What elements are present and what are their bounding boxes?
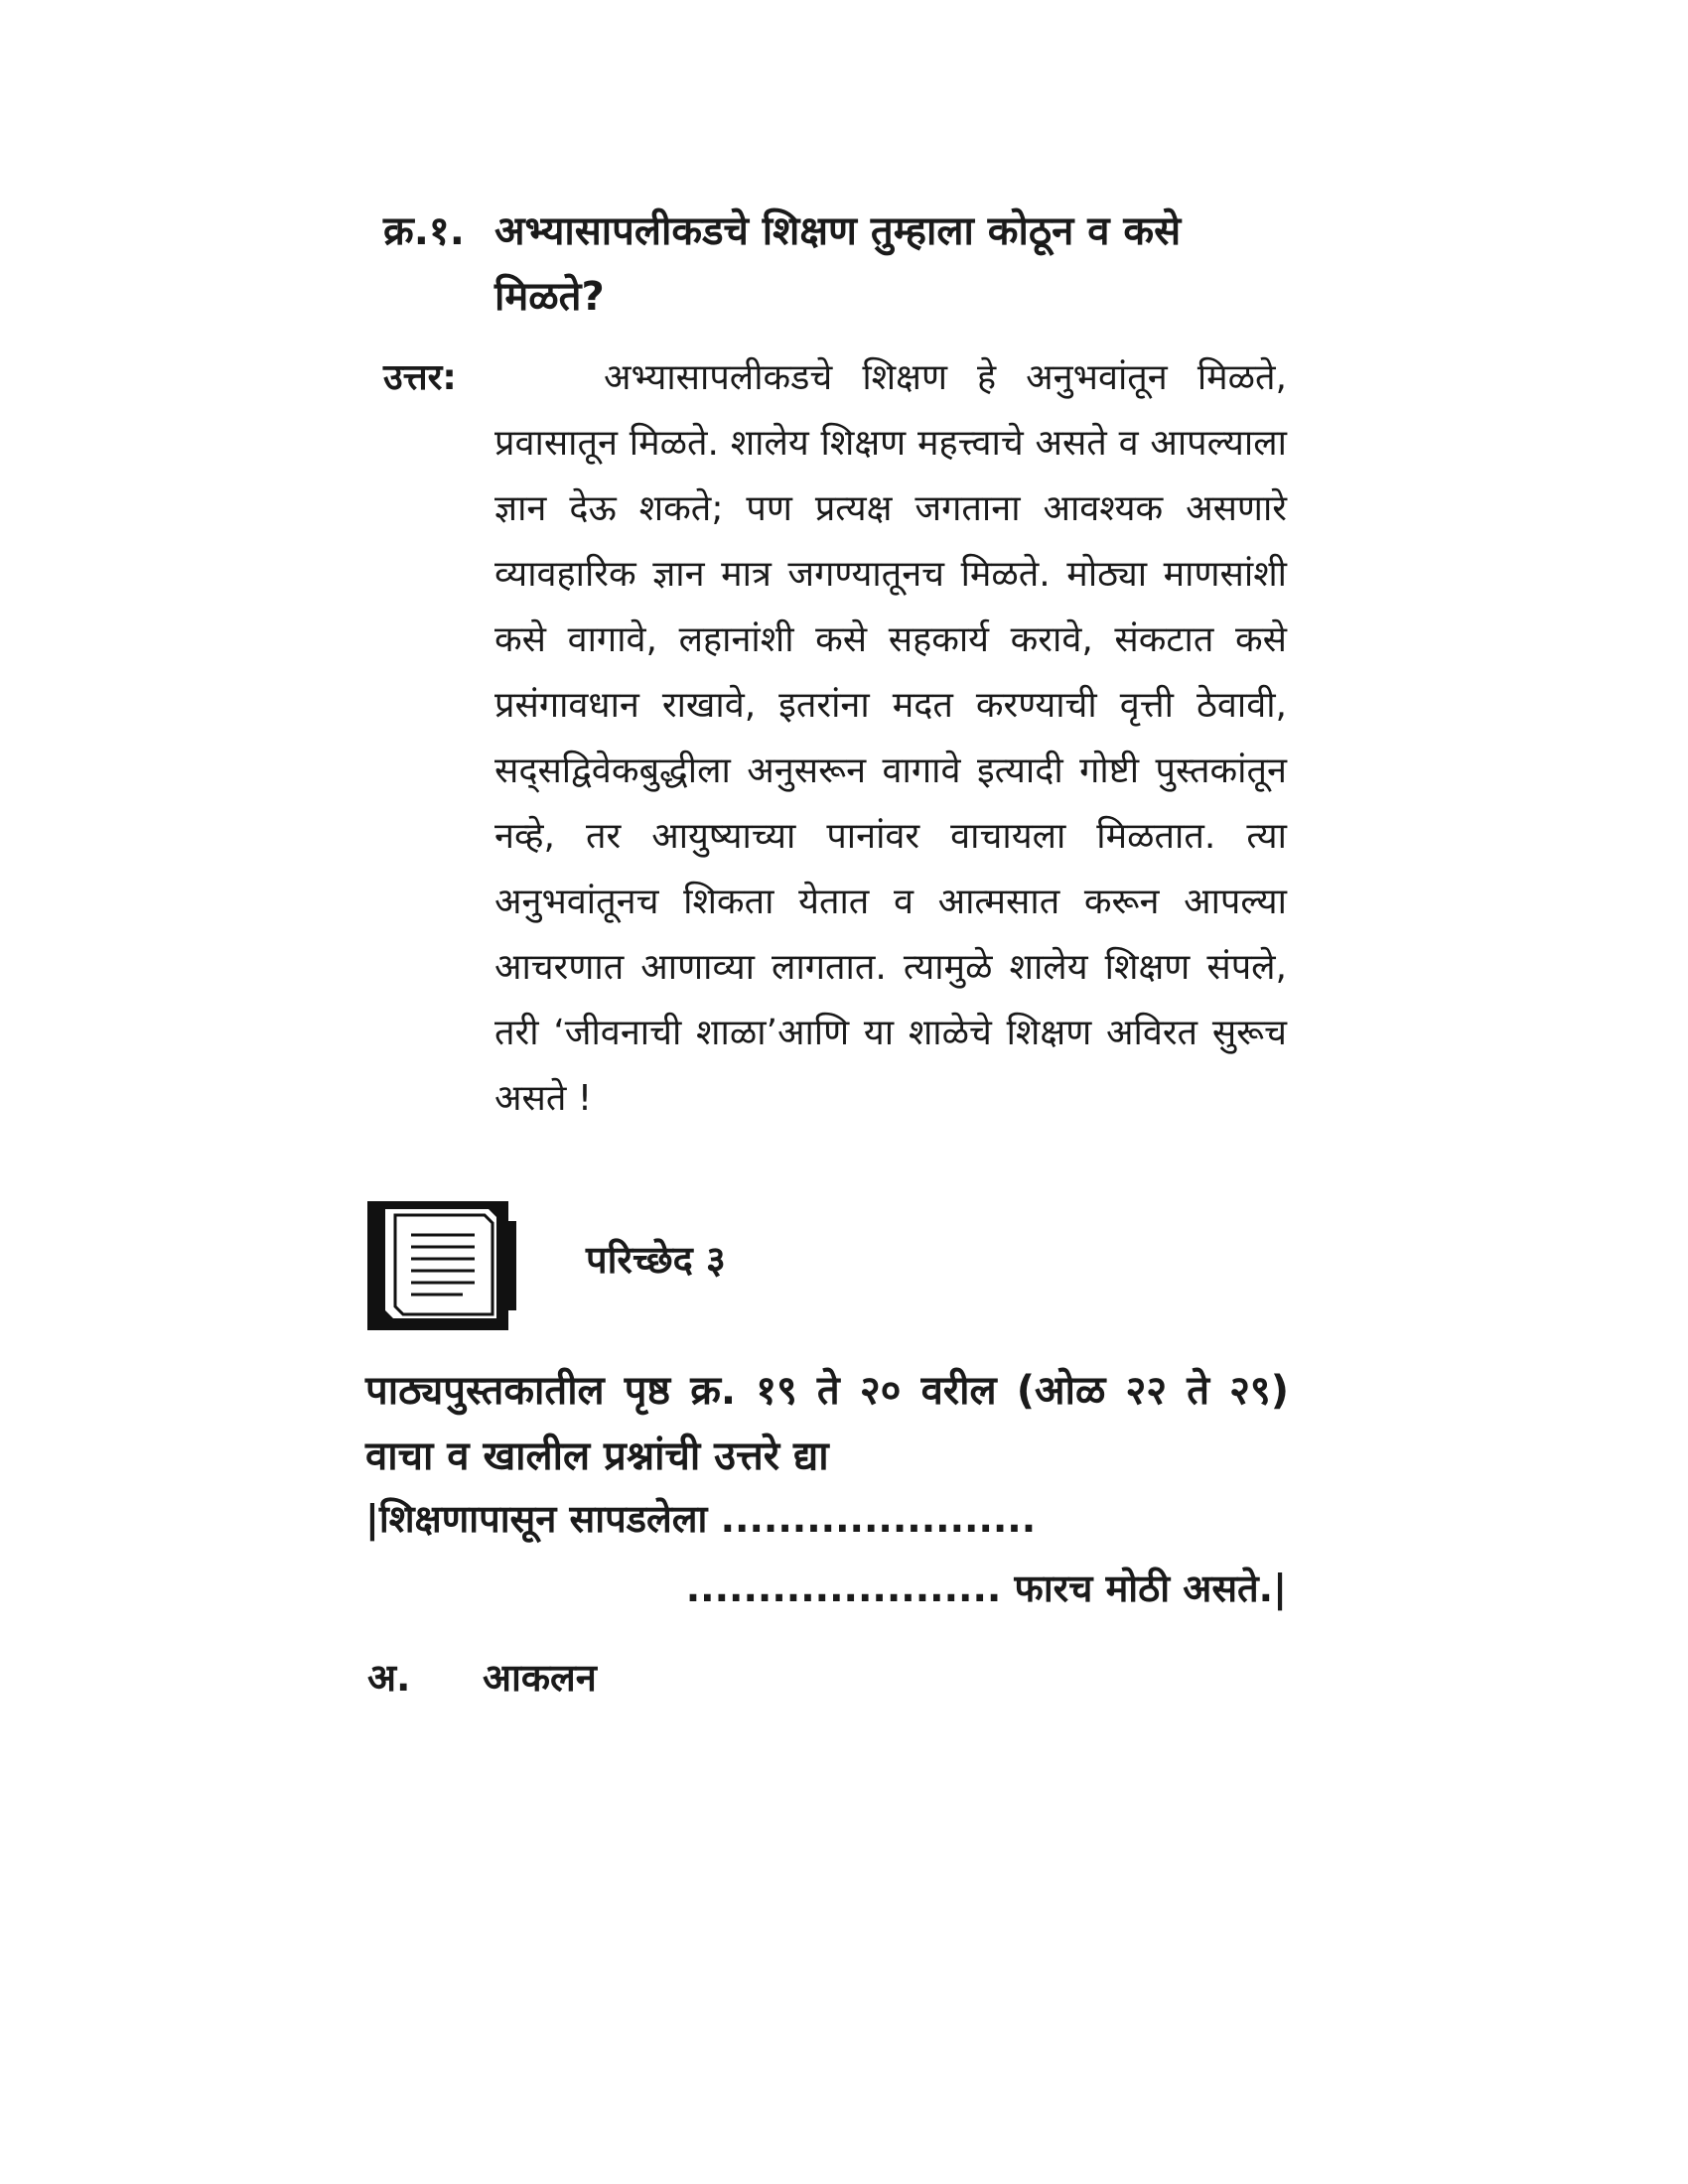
- subsection-heading: [367, 1648, 597, 1707]
- section-title: परिच्छेद ३: [586, 1238, 726, 1282]
- answer-text: अभ्यासापलीकडचे शिक्षण हे अनुभवांतून मिळते, प्रवासातून मिळते. शालेय शिक्षण महत्त्वाचे असते व आपल्याला ज्ञान देऊ शकते; पण प्रत्यक्ष जगताना आवश्यक असणारे व्यावहारिक ज्ञान मात्र जगण्यातूनच मिळते. मोठ्या माणसांशी कसे वागावे, लहानांशी कसे सहकार्य करावे, संकटात कसे प्रसंगावधान राखावे, इतरांना मदत करण्याची वृत्ती ठेवावी, सद्सद्विवेकबुद्धीला अनुसरून वागावे इत्यादी गोष्टी पुस्तकांतून नव्हे, तर आयुष्याच्या पानांवर वाचायला मिळतात. त्या अनुभवांतूनच शिकता येतात व आत्मसात करून आपल्या आचरणात आणाव्या लागतात. त्यामुळे शालेय शिक्षण संपले, तरी ‘जीवनाची शाळा’आणि या शाळेचे शिक्षण अविरत सुरूच असते !: [494, 357, 1287, 1119]
- instruction-text: पाठ्यपुस्तकातील पृष्ठ क्र. १९ ते २० वरील (ओळ २२ ते २९) वाचा व खालील प्रश्नांची उत्तरे द्या: [365, 1368, 1289, 1479]
- section-header: [367, 1201, 1062, 1330]
- document-icon: [367, 1201, 516, 1330]
- question-text: अभ्यासापलीकडचे शिक्षण तुम्हाला कोठून व कसे मिळते?: [494, 208, 1182, 320]
- answer-block: [383, 345, 1287, 1132]
- question-block: [383, 199, 1287, 330]
- passage-range-start: |शिक्षणापासून सापडलेला ......................: [365, 1497, 1037, 1541]
- subsection-title: आकलन: [483, 1656, 597, 1700]
- answer-label: उत्तर:: [383, 357, 457, 398]
- question-number: क्र.१.: [383, 208, 465, 254]
- subsection-marker: अ.: [367, 1656, 411, 1700]
- passage-range-end: ...................... फारच मोठी असते.|: [685, 1567, 1287, 1610]
